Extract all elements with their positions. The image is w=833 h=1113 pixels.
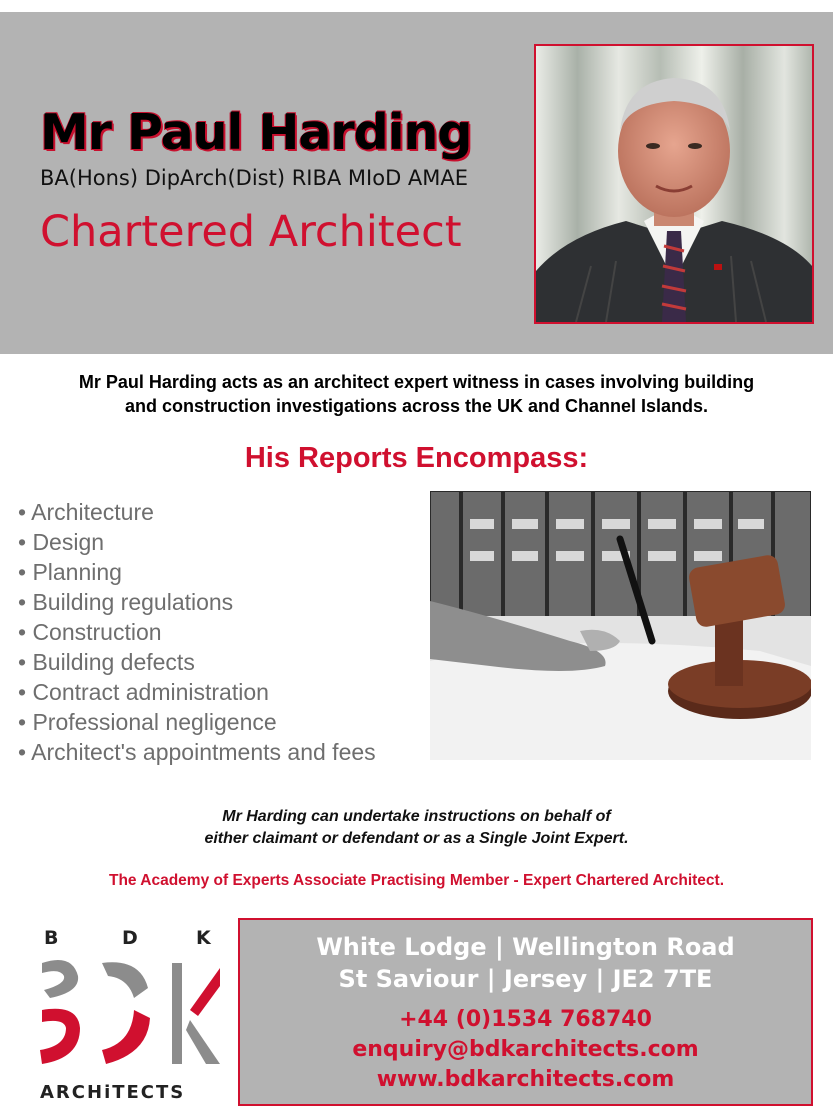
contact-panel	[238, 918, 813, 1106]
address-line-1: White Lodge | Wellington Road	[316, 933, 735, 961]
logo-letter-d: D	[122, 927, 138, 949]
bdk-logo	[30, 918, 230, 1108]
list-item: • Design	[18, 529, 105, 555]
intro-line-1: Mr Paul Harding acts as an architect expert witness in cases involving building	[78, 372, 755, 392]
reports-heading: His Reports Encompass:	[244, 442, 589, 474]
phone-number[interactable]: +44 (0)1534 768740	[399, 1007, 652, 1032]
address-line-2: St Saviour | Jersey | JE2 7TE	[338, 965, 713, 993]
portrait-photo	[534, 44, 814, 324]
list-item: • Construction	[18, 619, 162, 645]
role-title: Chartered Architect	[40, 207, 462, 257]
list-item: • Building regulations	[18, 589, 234, 615]
qualifications: BA(Hons) DipArch(Dist) RIBA MIoD AMAE	[40, 166, 469, 190]
intro-text	[20, 370, 813, 418]
list-item: • Architect's appointments and fees	[18, 739, 376, 765]
list-item: • Professional negligence	[18, 709, 277, 735]
list-item: • Contract administration	[18, 679, 269, 705]
gavel-photo	[430, 491, 811, 760]
intro-line-2: and construction investigations across the UK and Channel Islands.	[124, 396, 709, 416]
logo-letter-k: K	[196, 927, 211, 949]
academy-membership: The Academy of Experts Associate Practising Member - Expert Chartered Architect.	[108, 872, 725, 889]
logo-letter-b: B	[44, 927, 59, 949]
email-link[interactable]: enquiry@bdkarchitects.com	[352, 1037, 699, 1062]
person-name: Mr Paul Harding	[40, 104, 472, 161]
list-item: • Planning	[18, 559, 122, 585]
instructions-line-2: either claimant or defendant or as a Single Joint Expert.	[204, 830, 629, 847]
instructions-text	[0, 806, 833, 850]
instructions-line-1: Mr Harding can undertake instructions on behalf of	[222, 808, 611, 825]
list-item: • Building defects	[18, 649, 195, 675]
website-link[interactable]: www.bdkarchitects.com	[376, 1067, 675, 1092]
list-item: • Architecture	[18, 499, 154, 525]
logo-wordmark: ARCHiTECTS	[40, 1082, 186, 1103]
reports-list	[18, 497, 376, 767]
